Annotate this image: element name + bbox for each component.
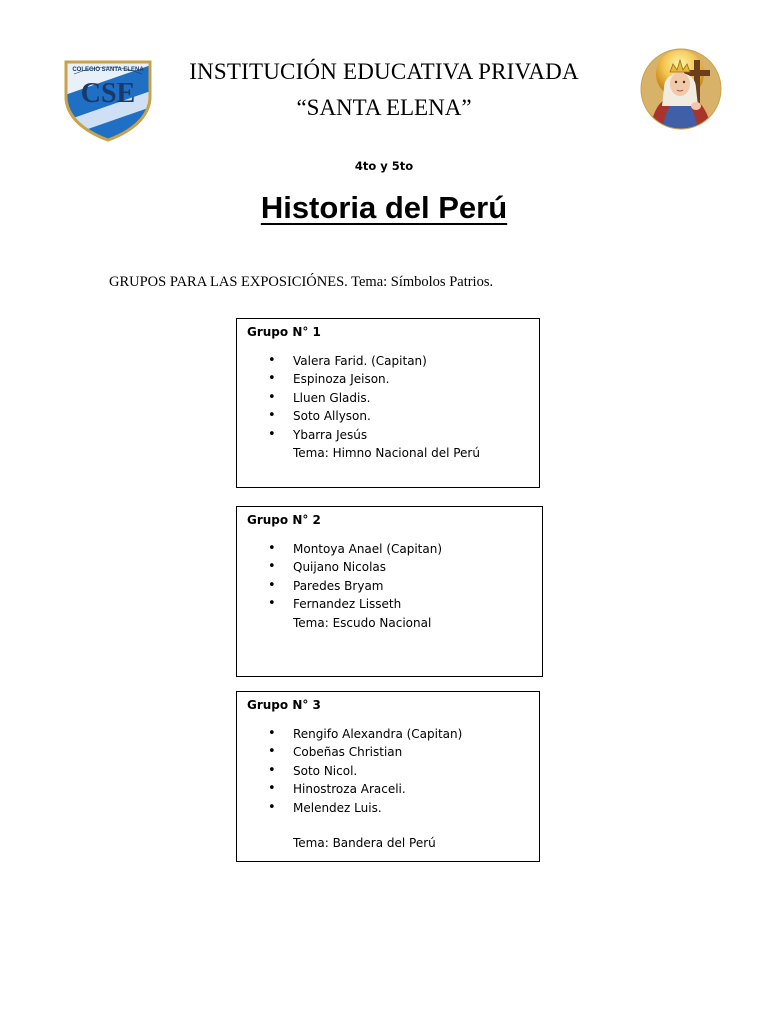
member-item: • Soto Nicol. (247, 762, 529, 780)
member-item: • Cobeñas Christian (247, 743, 529, 761)
member-item: • Ybarra Jesús (247, 426, 529, 444)
group-label: Grupo N° 2 (247, 513, 321, 527)
member-item: • Montoya Anael (Capitan) (247, 540, 532, 558)
institution-name: INSTITUCIÓN EDUCATIVA PRIVADA (189, 59, 579, 84)
member-item: • Melendez Luis. (247, 799, 529, 817)
member-item: • Rengifo Alexandra (Capitan) (247, 725, 529, 743)
member-item: • Espinoza Jeison. (247, 370, 529, 388)
member-item: • Hinostroza Araceli. (247, 780, 529, 798)
member-item: • Quijano Nicolas (247, 558, 532, 576)
member-list (247, 540, 532, 614)
member-item: • Lluen Gladis. (247, 389, 529, 407)
group-topic: Tema: Escudo Nacional (293, 615, 432, 630)
group-topic: Tema: Himno Nacional del Perú (293, 446, 480, 461)
member-item: • Soto Allyson. (247, 407, 529, 425)
document-title: Historia del Perú (260, 190, 508, 225)
school-name: “SANTA ELENA” (296, 95, 472, 120)
grade-level: 4to y 5to (354, 159, 414, 173)
group-topic: Tema: Bandera del Perú (293, 836, 436, 851)
member-list (247, 352, 529, 444)
group-box-3 (236, 691, 540, 862)
document-title-wrapper (0, 190, 768, 226)
member-item: • Valera Farid. (Capitan) (247, 352, 529, 370)
group-label: Grupo N° 3 (247, 698, 321, 712)
member-item: • Fernandez Lisseth (247, 595, 532, 613)
svg-text:CSE: CSE (80, 78, 136, 109)
member-list (247, 725, 529, 817)
group-box-1 (236, 318, 540, 488)
member-item: • Paredes Bryam (247, 577, 532, 595)
svg-text:COLEGIO SANTA ELENA: COLEGIO SANTA ELENA (72, 67, 144, 73)
group-label: Grupo N° 1 (247, 325, 321, 339)
intro-text: GRUPOS PARA LAS EXPOSICIÓNES. Tema: Símbolos Patrios. (109, 274, 494, 290)
group-box-2 (236, 506, 543, 677)
